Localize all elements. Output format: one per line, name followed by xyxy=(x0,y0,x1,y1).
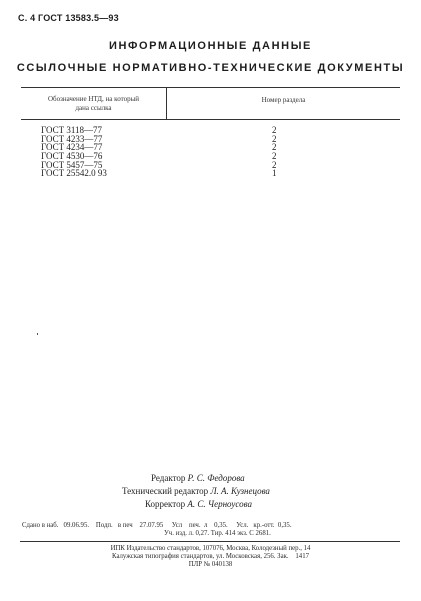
doc-designation: ГОСТ 4233—77 xyxy=(41,133,103,144)
editor-label: Редактор xyxy=(151,473,186,483)
tech-editor-name: Л. А. Кузнецова xyxy=(210,486,270,496)
section-number: 1 xyxy=(272,168,277,179)
running-head: С. 4 ГОСТ 13583.5—93 xyxy=(18,13,119,23)
doc-designation: ГОСТ 25542.0 93 xyxy=(41,168,107,179)
credit-editor xyxy=(151,473,245,484)
section-number: 2 xyxy=(272,125,277,135)
divider-rule xyxy=(20,541,400,542)
section-number: 2 xyxy=(272,159,277,170)
section-number: 2 xyxy=(272,133,277,144)
table-row xyxy=(41,169,341,178)
section-number: 2 xyxy=(272,151,277,162)
section-title: ИНФОРМАЦИОННЫЕ ДАННЫЕ xyxy=(108,40,312,52)
imprint-license: ПЛР № 040138 xyxy=(188,561,233,568)
editor-name: Р. С. Федорова xyxy=(187,473,245,483)
credit-tech-editor xyxy=(122,486,270,497)
section-number: 2 xyxy=(272,142,277,153)
doc-designation: ГОСТ 4234—77 xyxy=(41,142,103,153)
header-col-section: Номер раздела xyxy=(261,96,306,104)
imprint-dates: Сдано в наб. 09.06.95. Подп. в печ 27.07.95 Усл печ. л 0,35. Усл. кр.-отт. 0,35. xyxy=(22,522,292,529)
corrector-name: А. С. Черноусова xyxy=(187,499,252,509)
header-col-document-line1: Обозначение НТД, на который xyxy=(47,95,140,103)
tech-editor-label: Технический редактор xyxy=(122,486,209,496)
doc-designation: ГОСТ 5457—75 xyxy=(41,159,103,170)
doc-designation: ГОСТ 3118—77 xyxy=(41,125,103,135)
stray-mark xyxy=(37,333,38,335)
doc-designation: ГОСТ 4530—76 xyxy=(41,151,103,162)
imprint-printer: Калужская типография стандартов, ул. Московская, 256. Зак. 1417 xyxy=(112,553,309,560)
section-subtitle: ССЫЛОЧНЫЕ НОРМАТИВНО-ТЕХНИЧЕСКИЕ ДОКУМЕНТЫ xyxy=(16,62,405,74)
imprint-run: Уч. изд. л. 0,27. Тир. 414 экз. С 2681. xyxy=(164,530,271,537)
header-col-document xyxy=(21,95,166,113)
header-col-document-line2: дана ссылка xyxy=(75,104,112,112)
corrector-label: Корректор xyxy=(145,499,186,509)
reference-list xyxy=(41,126,341,178)
credit-corrector xyxy=(145,499,252,510)
imprint-publisher: ИПК Издательство стандартов, 107076, Москва, Колодезный пер., 14 xyxy=(110,545,311,552)
table-header xyxy=(21,87,400,120)
